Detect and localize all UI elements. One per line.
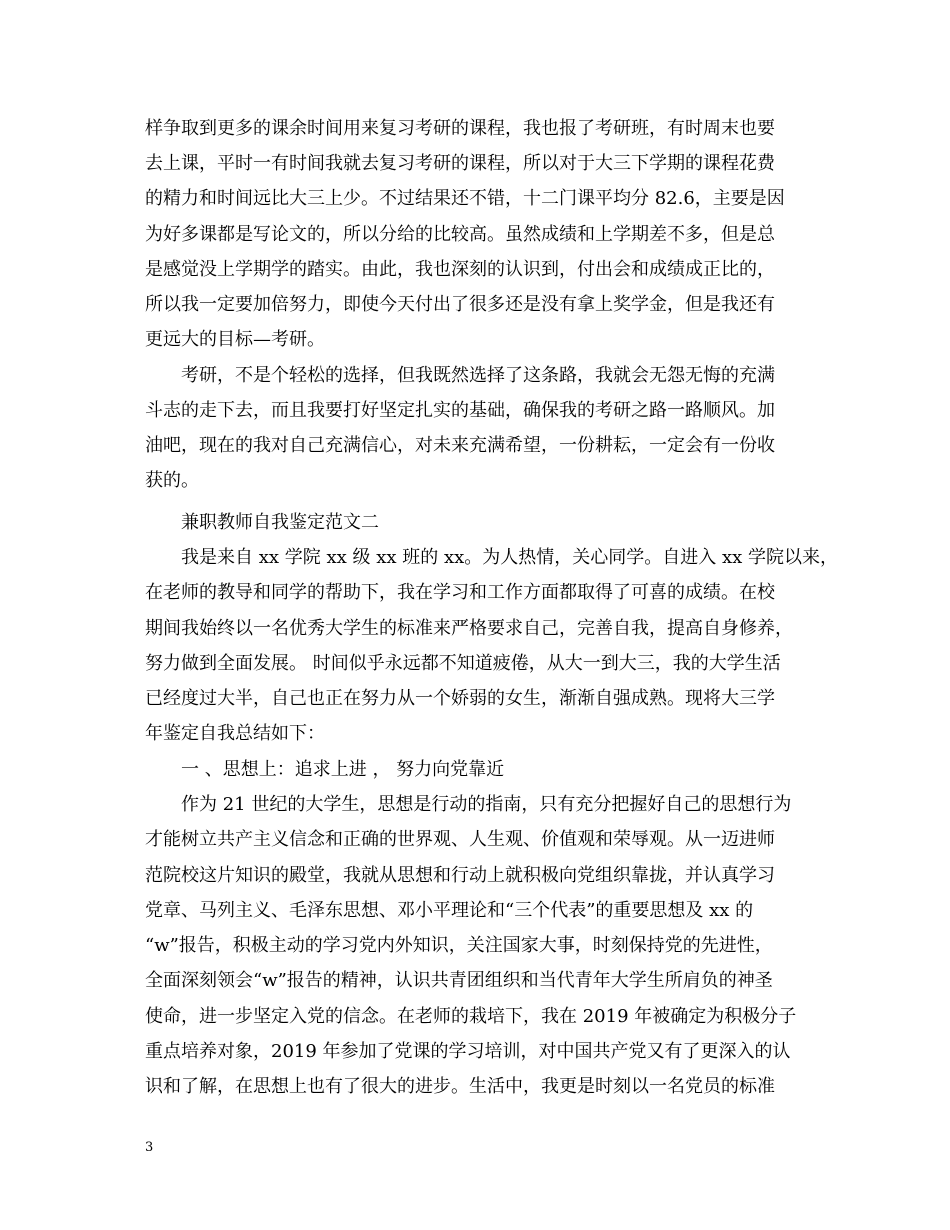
- text-line: 才能树立共产主义信念和正确的世界观、人生观、价值观和荣辱观。从一迈进师: [145, 829, 775, 850]
- text-line: 已经度过大半，自己也正在努力从一个娇弱的女生，渐渐自强成熟。现将大三学: [145, 688, 775, 709]
- page-number: 3: [145, 1140, 154, 1155]
- text-line: 更远大的目标—考研。: [145, 329, 325, 350]
- text-line: 使命，进一步坚定入党的信念。在老师的栽培下，我在 2019 年被确定为积极分子: [145, 1006, 797, 1027]
- text-line: 是感觉没上学期学的踏实。由此，我也深刻的认识到，付出会和成绩成正比的，: [145, 259, 775, 280]
- text-line: 努力做到全面发展。 时间似乎永远都不知道疲倦，从大一到大三，我的大学生活: [145, 653, 781, 674]
- text-line: 斗志的走下去，而且我要打好坚定扎实的基础，确保我的考研之路一路顺风。加: [145, 400, 775, 421]
- paragraph-first-line: 我是来自 xx 学院 xx 级 xx 班的 xx。为人热情，关心同学。自进入 xx 学院以来，: [181, 547, 839, 568]
- paragraph-first-line: 作为 21 世纪的大学生，思想是行动的指南，只有充分把握好自己的思想行为: [181, 794, 792, 815]
- text-line: 在老师的教导和同学的帮助下，我在学习和工作方面都取得了可喜的成绩。在校: [145, 582, 775, 603]
- text-line: 范院校这片知识的殿堂，我就从思想和行动上就积极向党组织靠拢，并认真学习: [145, 865, 775, 886]
- text-line: 去上课，平时一有时间我就去复习考研的课程，所以对于大三下学期的课程花费: [145, 153, 775, 174]
- text-line: 期间我始终以一名优秀大学生的标准来严格要求自己，完善自我，提高自身修养，: [145, 618, 793, 639]
- text-line: 样争取到更多的课余时间用来复习考研的课程，我也报了考研班，有时周末也要: [145, 118, 775, 139]
- text-line: “w”报告，积极主动的学习党内外知识，关注国家大事，时刻保持党的先进性，: [145, 935, 773, 956]
- text-line: 油吧，现在的我对自己充满信心，对未来充满希望，一份耕耘，一定会有一份收: [145, 435, 775, 456]
- text-line: 党章、马列主义、毛泽东思想、邓小平理论和“三个代表”的重要思想及 xx 的: [145, 900, 754, 921]
- subsection-heading: 一 、思想上：追求上进 ， 努力向党靠近: [181, 759, 505, 780]
- paragraph-first-line: 考研，不是个轻松的选择，但我既然选择了这条路，我就会无怨无悔的充满: [181, 365, 775, 386]
- text-line: 为好多课都是写论文的，所以分给的比较高。虽然成绩和上学期差不多，但是总: [145, 224, 775, 245]
- text-line: 的精力和时间远比大三上少。不过结果还不错，十二门课平均分 82.6，主要是因: [145, 188, 785, 209]
- text-line: 全面深刻领会“w”报告的精神，认识共青团组织和当代青年大学生所肩负的神圣: [145, 970, 773, 991]
- text-line: 年鉴定自我总结如下：: [145, 723, 325, 744]
- text-line: 所以我一定要加倍努力，即使今天付出了很多还是没有拿上奖学金，但是我还有: [145, 294, 775, 315]
- text-line: 重点培养对象，2019 年参加了党课的学习培训，对中国共产党又有了更深入的认: [145, 1041, 791, 1062]
- text-line: 识和了解，在思想上也有了很大的进步。生活中，我更是时刻以一名党员的标准: [145, 1076, 775, 1097]
- section-heading: 兼职教师自我鉴定范文二: [181, 512, 379, 533]
- text-line: 获的。: [145, 470, 199, 491]
